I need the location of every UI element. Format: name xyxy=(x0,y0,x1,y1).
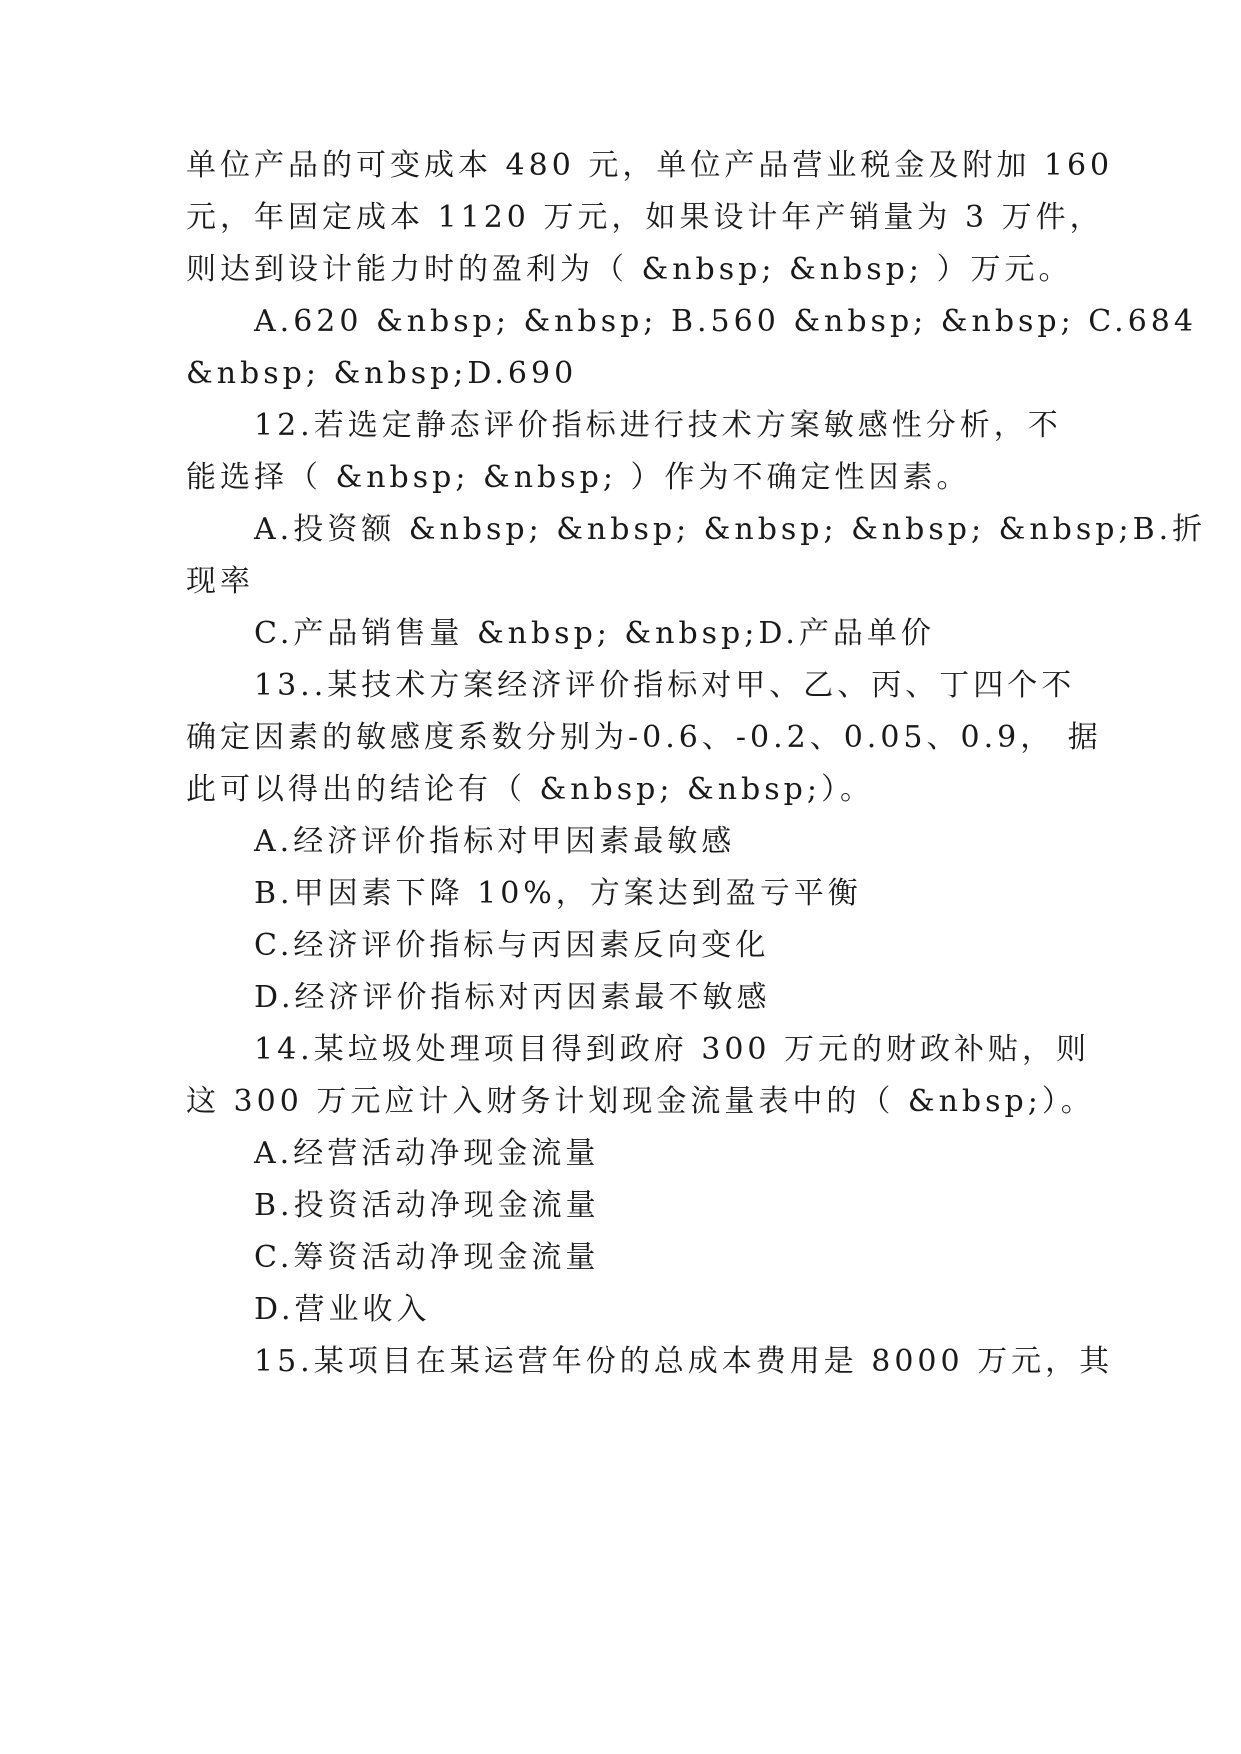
option-13-a: A.经济评价指标对甲因素最敏感 xyxy=(254,824,736,859)
option-14-c: C.筹资活动净现金流量 xyxy=(254,1240,600,1275)
options-line-q11-cont: &nbsp; &nbsp;D.690 xyxy=(186,356,578,391)
option-14-a: A.经营活动净现金流量 xyxy=(254,1136,600,1171)
option-14-b: B.投资活动净现金流量 xyxy=(254,1188,600,1223)
question-13: 13..某技术方案经济评价指标对甲、乙、丙、丁四个不 xyxy=(254,668,1076,703)
text-line-3: 则达到设计能力时的盈利为（ &nbsp; &nbsp; ）万元。 xyxy=(186,252,1073,287)
option-14-d: D.营业收入 xyxy=(254,1292,431,1327)
option-13-d: D.经济评价指标对丙因素最不敏感 xyxy=(254,980,771,1015)
options-line-q11: A.620 &nbsp; &nbsp; B.560 &nbsp; &nbsp; C.684 xyxy=(254,304,1197,339)
option-12-b-cont: 现率 xyxy=(186,564,254,599)
option-12-cd: C.产品销售量 &nbsp; &nbsp;D.产品单价 xyxy=(254,616,935,651)
question-13-cont-2: 此可以得出的结论有（ &nbsp; &nbsp;）。 xyxy=(186,772,874,807)
question-14: 14.某垃圾处理项目得到政府 300 万元的财政补贴，则 xyxy=(254,1032,1091,1067)
question-14-cont: 这 300 万元应计入财务计划现金流量表中的（ &nbsp;）。 xyxy=(186,1084,1095,1119)
text-line-2: 元，年固定成本 1120 万元，如果设计年产销量为 3 万件， xyxy=(186,200,1104,235)
question-15: 15.某项目在某运营年份的总成本费用是 8000 万元，其 xyxy=(254,1344,1114,1379)
option-13-b: B.甲因素下降 10%，方案达到盈亏平衡 xyxy=(254,876,862,911)
question-12-cont: 能选择（ &nbsp; &nbsp; ）作为不确定性因素。 xyxy=(186,460,971,495)
option-13-c: C.经济评价指标与丙因素反向变化 xyxy=(254,928,770,963)
text-line-1: 单位产品的可变成本 480 元，单位产品营业税金及附加 160 xyxy=(186,148,1114,183)
question-13-cont-1: 确定因素的敏感度系数分别为-0.6、-0.2、0.05、0.9， 据 xyxy=(186,720,1102,755)
question-12: 12.若选定静态评价指标进行技术方案敏感性分析，不 xyxy=(254,408,1062,443)
option-12-ab: A.投资额 &nbsp; &nbsp; &nbsp; &nbsp; &nbsp;B.折 xyxy=(254,512,1207,547)
